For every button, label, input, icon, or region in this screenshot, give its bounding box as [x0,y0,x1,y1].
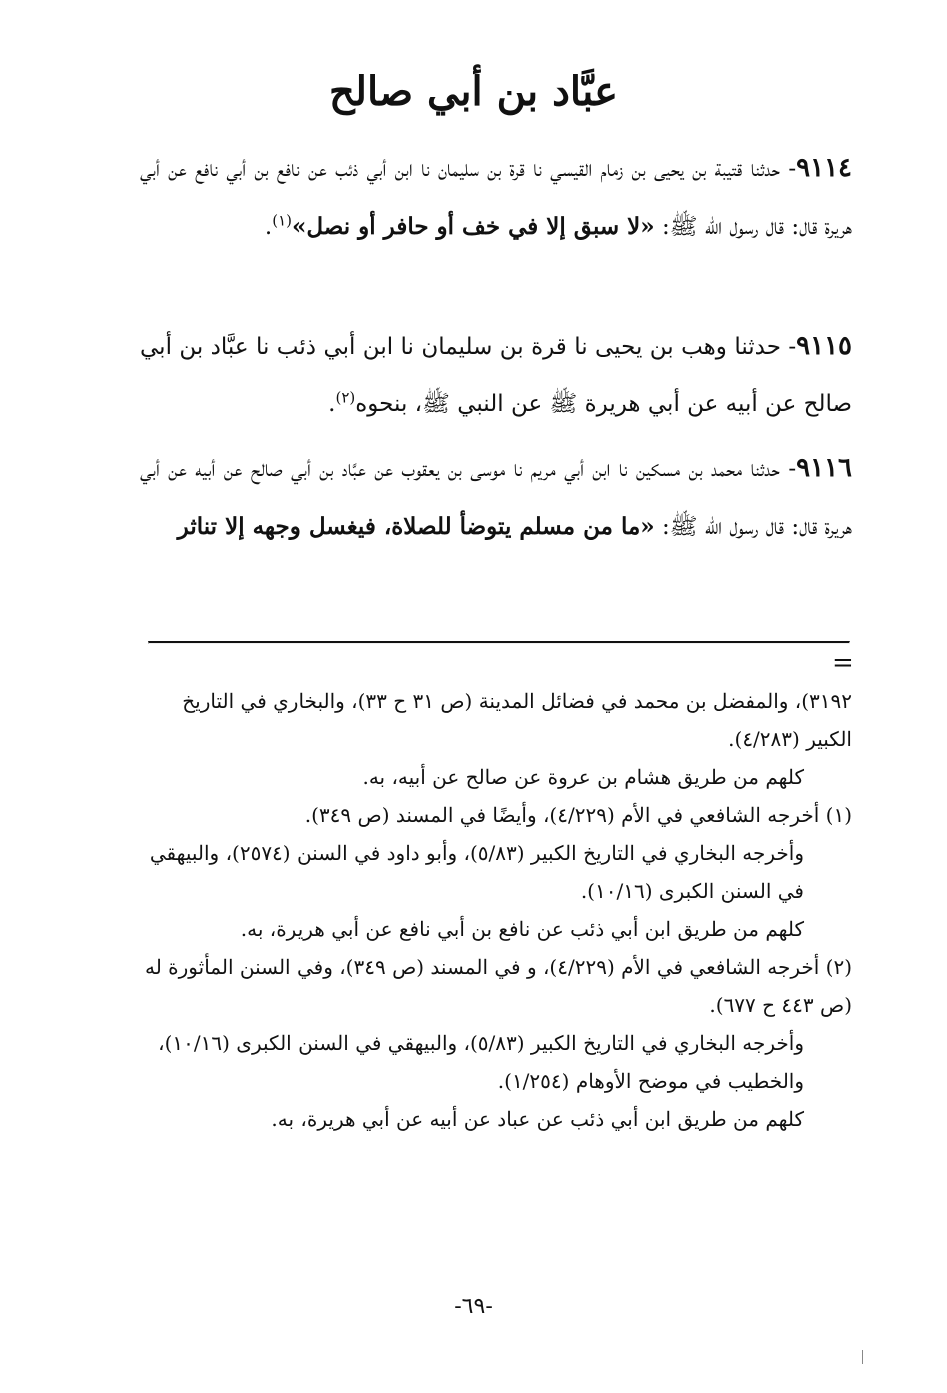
footnote-line: (١) أخرجه الشافعي في الأم (٤/٢٢٩)، وأيضًا في المسند (ص ٣٤٩). [304,803,852,827]
hadith-number: ٩١١٥ [796,331,852,361]
hadith-9116 [140,440,852,556]
footnote-divider [148,641,850,644]
footnote-line: وأخرجه البخاري في التاريخ الكبير (٥/٨٣)، والبيهقي في السنن الكبرى (١٠/١٦)، والخطيب في موضح الأوهام (١/٢٥٤). [158,1031,804,1093]
hadith-number: ٩١١٤ [796,153,852,183]
footnote-line: وأخرجه البخاري في التاريخ الكبير (٥/٨٣)، وأبو داود في السنن (٢٥٧٤)، والبيهقي في السنن الكبرى (١٠/١٦). [149,841,804,903]
footnote-line: كلهم من طريق ابن أبي ذئب عن نافع بن أبي نافع عن أبي هريرة، به. [240,917,804,941]
hadith-text: - حدثنا وهب بن يحيى نا قرة بن سليمان نا ابن أبي ذئب نا عبَّاد بن أبي صالح عن أبيه عن أبي هريرة ﷺ عن النبي ﷺ، بنحوه [140,334,852,417]
footnote-ref[interactable]: (١) [272,211,292,230]
hadith-quote: «ما من مسلم يتوضأ للصلاة، فيغسل وجهه إلا تناثر [177,513,655,540]
hadith-ending: . [328,391,336,417]
chapter-title: عبَّاد بن أبي صالح [328,68,619,115]
scan-mark [862,1350,863,1364]
footnote-line: كلهم من طريق ابن أبي ذئب عن عباد عن أبيه عن أبي هريرة، به. [271,1107,804,1131]
footnotes [140,682,852,1138]
hadith-ending: . [264,214,273,240]
footnote-line: (٢) أخرجه الشافعي في الأم (٤/٢٢٩)، و في المسند (ص ٣٤٩)، وفي السنن المأثورة له (ص ٤٤٣ ح ٦٧٧). [144,955,852,1017]
hadith-9115 [140,318,852,433]
hadith-text: - حدثنا قتيبة بن يحيى بن زمام القيسي نا قرة بن سليمان نا ابن أبي ذئب عن نافع بن أبي نافع عن أبي هريرة قال: قال رسول الله ﷺ: [140,156,852,240]
hadith-quote: «لا سبق إلا في خف أو حافر أو نصل» [291,213,655,240]
hadith-text: - حدثنا محمد بن مسكين نا ابن أبي مريم نا موسى بن يعقوب عن عبَّاد بن أبي صالح عن أبيه عن أبي هريرة قال: قال رسول الله ﷺ: [140,456,852,540]
continuation-marker: = [832,648,854,678]
hadith-9114 [140,140,852,256]
page-number: -٦٩- [454,1294,493,1319]
footnote-line: كلهم من طريق هشام بن عروة عن صالح عن أبيه، به. [362,765,804,789]
hadith-number: ٩١١٦ [796,453,852,483]
footnote-line: ٣١٩٢)، والمفضل بن محمد في فضائل المدينة (ص ٣١ ح ٣٣)، والبخاري في التاريخ الكبير (٤/٢٨٣). [182,689,852,751]
footnote-ref[interactable]: (٢) [335,388,356,407]
